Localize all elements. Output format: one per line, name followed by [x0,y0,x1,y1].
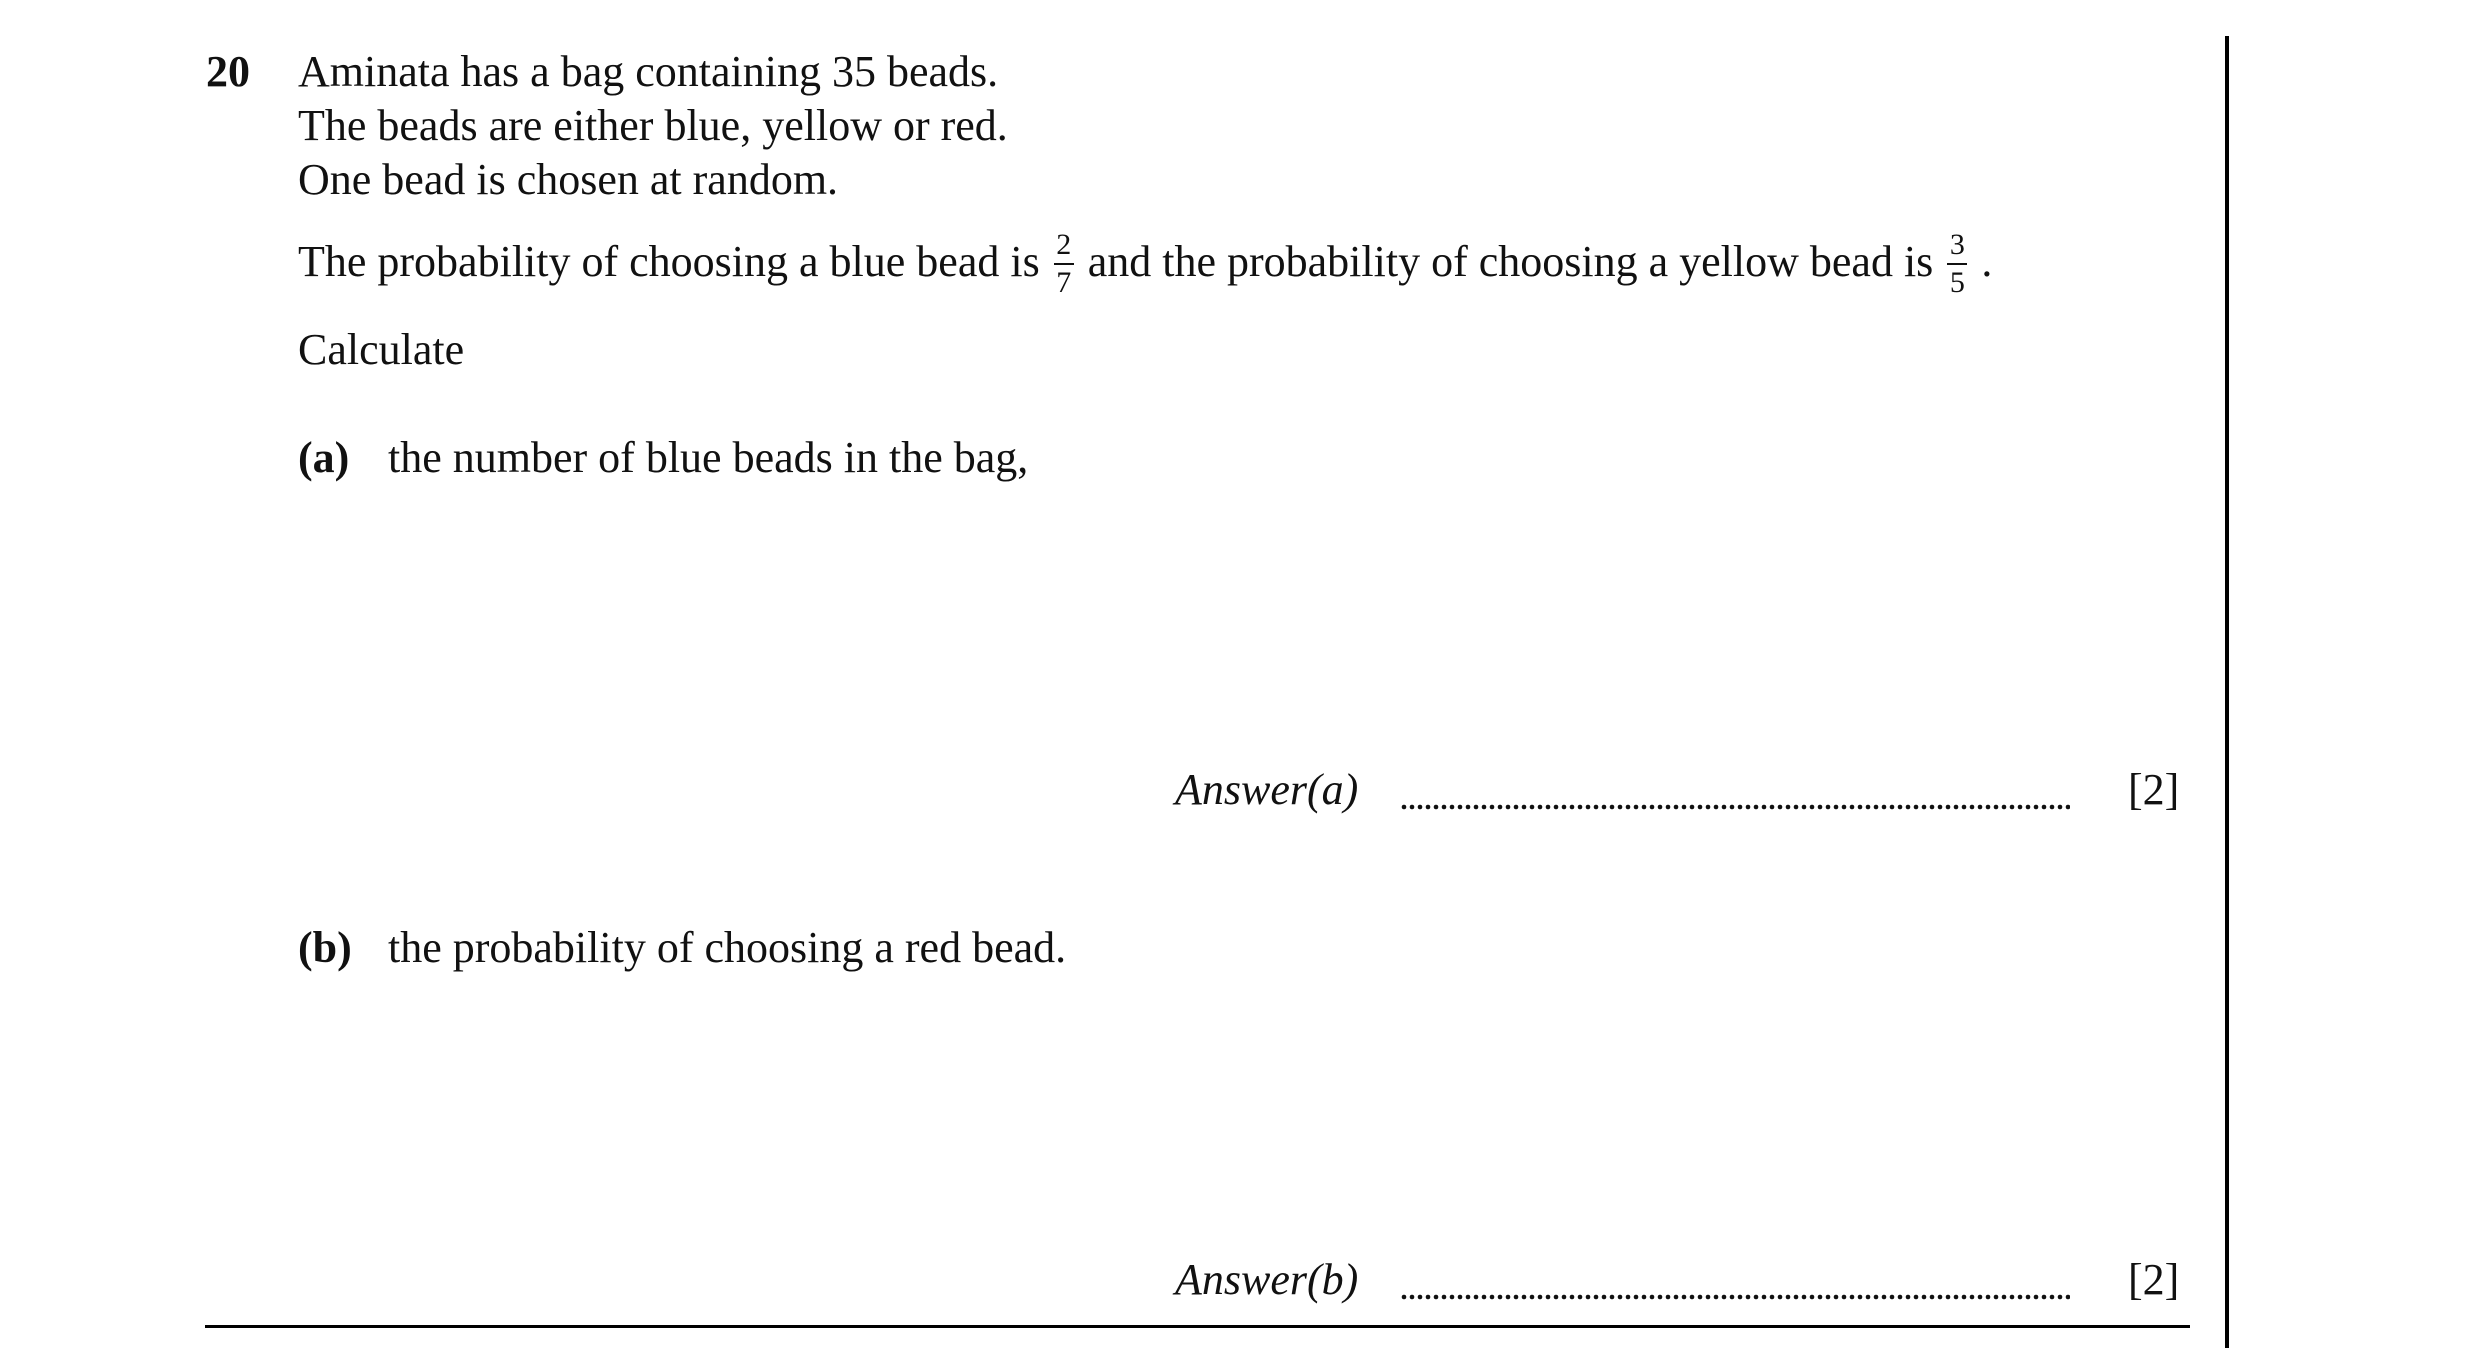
yellow-probability-fraction [1947,230,1967,298]
yellow-fraction-numerator: 3 [1949,228,1965,261]
marks-b: [2] [2128,1255,2180,1304]
marks-a: [2] [2128,765,2180,814]
part-a-text: the number of blue beads in the bag, [388,433,1029,482]
probability-text-part-1: The probability of choosing a blue bead is [298,237,1040,286]
question-line-2: The beads are either blue, yellow or red. [298,101,1008,150]
probability-text-part-2: and the probability of choosing a yellow bead is [1087,237,1934,286]
probability-sentence-end: . [1981,237,1993,286]
instruction-calculate: Calculate [298,325,465,374]
yellow-fraction-denominator: 5 [1949,266,1965,299]
part-b-text: the probability of choosing a red bead. [388,923,1067,972]
answer-b-label: Answer(b) [1175,1255,1359,1304]
fraction-bar [1054,263,1074,265]
question-number: 20 [206,47,250,96]
question-line-3: One bead is chosen at random. [298,155,839,204]
answer-b-field[interactable] [1400,1294,2070,1300]
blue-fraction-numerator: 2 [1056,228,1072,261]
answer-a-field[interactable] [1400,804,2070,810]
right-margin-rule [2225,36,2229,1348]
blue-probability-fraction [1054,230,1074,298]
blue-fraction-denominator: 7 [1056,266,1072,299]
fraction-bar [1947,263,1967,265]
question-line-1: Aminata has a bag containing 35 beads. [298,47,999,96]
probability-sentence [298,222,1992,302]
part-b-label: (b) [298,923,352,972]
answer-a-label: Answer(a) [1175,765,1359,814]
part-a-label: (a) [298,433,350,482]
bottom-rule [205,1325,2190,1328]
